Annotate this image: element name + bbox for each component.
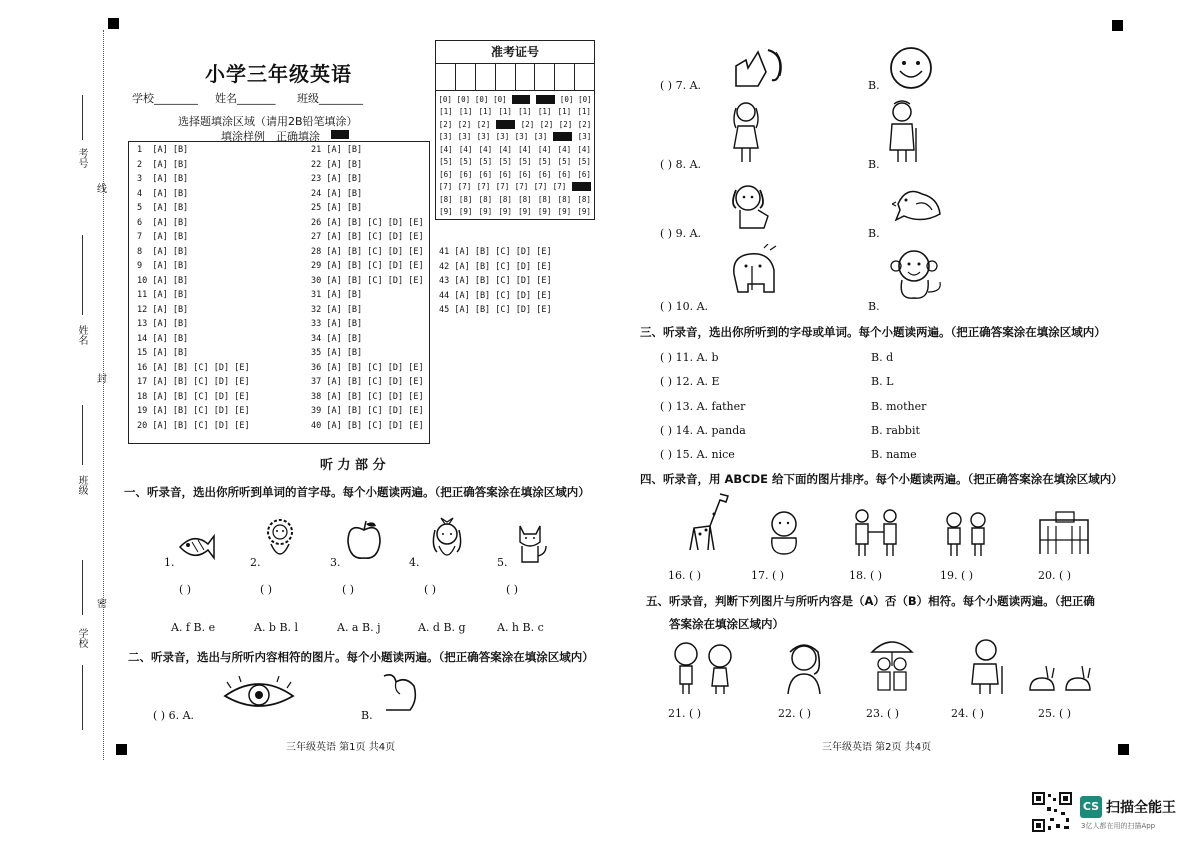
q1-answer-blank[interactable]: ( ) bbox=[179, 583, 192, 596]
side-mark-feng: 封 bbox=[97, 374, 107, 385]
digit-bubble[interactable]: [7] bbox=[552, 182, 567, 192]
digit-bubble[interactable]: [4] bbox=[498, 144, 512, 154]
ear-icon bbox=[728, 42, 786, 90]
answer-row[interactable]: 4 [A] [B] 24 [A] [B] bbox=[137, 188, 363, 199]
digit-row bbox=[436, 106, 594, 119]
arm-muscle-icon bbox=[380, 670, 420, 716]
q5-choices: A. h B. c bbox=[497, 621, 544, 634]
q1-number: 1. bbox=[164, 556, 175, 569]
digit-bubble[interactable]: [1] bbox=[439, 107, 453, 117]
digit-bubble[interactable]: [0] bbox=[578, 94, 592, 104]
digit-bubble[interactable]: [8] bbox=[498, 194, 512, 204]
digit-bubble[interactable]: [6] bbox=[518, 169, 532, 179]
digit-bubble[interactable]: [2] bbox=[577, 119, 592, 129]
q2-answer-blank[interactable]: ( ) bbox=[260, 583, 273, 596]
q12-option-a[interactable]: ( ) 12. A. E bbox=[660, 375, 720, 388]
answer-row[interactable]: 12 [A] [B] 32 [A] [B] bbox=[137, 304, 363, 315]
answer-row[interactable]: 20 [A] [B] [C] [D] [E] 40 [A] [B] [C] [D] [E] bbox=[137, 420, 424, 431]
digit-bubble[interactable]: [1] bbox=[557, 107, 572, 117]
digit-bubble[interactable]: [9] bbox=[537, 207, 552, 217]
digit-bubble[interactable]: [1] bbox=[518, 107, 532, 117]
digit-bubble[interactable]: [1] bbox=[577, 107, 591, 117]
q21-blank[interactable]: 21. ( ) bbox=[668, 707, 702, 720]
exam-id-cells[interactable] bbox=[436, 64, 594, 91]
digit-bubble[interactable]: [2] bbox=[520, 119, 535, 129]
side-line bbox=[82, 405, 83, 465]
digit-bubble[interactable]: [9] bbox=[498, 207, 512, 217]
digit-bubble[interactable]: [4] bbox=[458, 144, 473, 154]
digit-bubble[interactable]: [2] bbox=[438, 119, 453, 129]
digit-bubble[interactable]: [8] bbox=[577, 194, 591, 204]
digit-bubble[interactable]: [5] bbox=[498, 157, 512, 167]
q12-option-b: B. L bbox=[871, 375, 894, 388]
digit-bubble[interactable]: [4] bbox=[478, 144, 493, 154]
answer-row[interactable]: 15 [A] [B] 35 [A] [B] bbox=[137, 348, 363, 358]
digit-bubble[interactable]: [1] bbox=[537, 107, 552, 117]
digit-row bbox=[436, 206, 594, 219]
side-label-exam-no: 考号 bbox=[76, 148, 87, 168]
digit-bubble[interactable]: [5] bbox=[557, 157, 572, 167]
digit-bubble[interactable]: [7] bbox=[457, 182, 472, 192]
answer-row[interactable]: 45 [A] [B] [C] [D] [E] bbox=[439, 305, 552, 315]
answer-row[interactable]: 44 [A] [B] [C] [D] [E] bbox=[439, 290, 552, 301]
scanner-app-name: 扫描全能王 bbox=[1106, 800, 1176, 816]
digit-bubble[interactable]: [3] bbox=[438, 132, 453, 142]
class-field[interactable]: 班级________ bbox=[297, 92, 363, 105]
answer-row[interactable]: 17 [A] [B] [C] [D] [E] 37 [A] [B] [C] [D] [E] bbox=[137, 377, 424, 387]
digit-bubble[interactable]: [9] bbox=[518, 207, 532, 217]
q13-option-a[interactable]: ( ) 13. A. father bbox=[660, 400, 746, 413]
grandfather-icon bbox=[966, 636, 1010, 696]
q4-number: 4. bbox=[409, 556, 420, 569]
answer-row[interactable]: 2 [A] [B] 22 [A] [B] bbox=[137, 159, 363, 170]
digit-bubble[interactable]: [4] bbox=[439, 144, 453, 154]
q19-blank[interactable]: 19. ( ) bbox=[940, 569, 974, 582]
digit-bubble[interactable]: [5] bbox=[537, 157, 552, 167]
q6-option-b: B. bbox=[361, 709, 373, 722]
digit-bubble[interactable]: [3] bbox=[514, 132, 529, 142]
digit-row bbox=[436, 118, 594, 131]
answer-row[interactable]: 43 [A] [B] [C] [D] [E] bbox=[439, 276, 552, 286]
digit-bubble[interactable]: [0] bbox=[438, 94, 452, 104]
correct-fill-sample bbox=[331, 130, 349, 139]
digit-bubble[interactable]: [7] bbox=[495, 182, 510, 192]
digit-bubble[interactable]: [6] bbox=[458, 169, 473, 179]
digit-bubble[interactable]: [0] bbox=[474, 94, 489, 104]
section-5-instruction-cont: 答案涂在填涂区域内） bbox=[669, 617, 784, 631]
answer-row[interactable]: 7 [A] [B] 27 [A] [B] [C] [D] [E] bbox=[137, 232, 424, 242]
digit-bubble[interactable]: [5] bbox=[518, 157, 532, 167]
digit-bubble-filled[interactable]: [0] bbox=[512, 95, 530, 104]
section-1-instruction: 一、听录音，选出你所听到单词的首字母。每个小题读两遍。（把正确答案涂在填涂区域内） bbox=[124, 485, 590, 499]
digit-bubble[interactable]: [5] bbox=[478, 157, 493, 167]
section-5-instruction: 五、听录音，判断下列图片与所听内容是（A）否（B）相符。每个小题读两遍。（把正确 bbox=[646, 594, 1095, 608]
q7-option-b: B. bbox=[868, 79, 880, 92]
monkey-icon bbox=[888, 246, 946, 302]
digit-bubble[interactable]: [7] bbox=[514, 182, 529, 192]
digit-bubble[interactable]: [2] bbox=[457, 119, 472, 129]
q2-choices: A. b B. l bbox=[254, 621, 299, 634]
digit-bubble[interactable]: [3] bbox=[495, 132, 510, 142]
digit-bubble[interactable]: [0] bbox=[456, 94, 471, 104]
digit-bubble[interactable]: [0] bbox=[559, 94, 574, 104]
side-line bbox=[82, 95, 83, 140]
digit-bubble[interactable]: [9] bbox=[577, 207, 591, 217]
giraffe-icon bbox=[680, 490, 744, 554]
q22-blank[interactable]: 22. ( ) bbox=[778, 707, 812, 720]
bird-icon bbox=[892, 180, 944, 226]
q15-option-b: B. name bbox=[871, 448, 917, 461]
registration-mark bbox=[108, 18, 119, 29]
smiley-face-icon bbox=[888, 45, 934, 91]
side-mark-xian: 线 bbox=[97, 184, 107, 195]
digit-bubble[interactable]: [5] bbox=[439, 157, 453, 167]
answer-row[interactable]: 18 [A] [B] [C] [D] [E] 38 [A] [B] [C] [D] [E] bbox=[137, 391, 424, 402]
answer-row[interactable]: 13 [A] [B] 33 [A] [B] bbox=[137, 319, 363, 329]
q9-label[interactable]: ( ) 9. A. bbox=[660, 227, 702, 240]
side-line bbox=[82, 235, 83, 315]
digit-row bbox=[436, 93, 594, 106]
q14-option-a[interactable]: ( ) 14. A. panda bbox=[660, 424, 746, 437]
digit-bubble[interactable]: [8] bbox=[439, 194, 453, 204]
correct-fill-label: 正确填涂 bbox=[276, 130, 320, 143]
digit-bubble[interactable]: [2] bbox=[558, 119, 573, 129]
q9-option-b: B. bbox=[868, 227, 880, 240]
section-3-instruction: 三、听录音，选出你所听到的字母或单词。每个小题读两遍。（把正确答案涂在填涂区域内） bbox=[640, 325, 1106, 339]
digit-bubble[interactable]: [8] bbox=[518, 194, 532, 204]
digit-bubble[interactable]: [6] bbox=[439, 169, 453, 179]
digit-row bbox=[436, 143, 594, 156]
q8-option-b: B. bbox=[868, 158, 880, 171]
digit-bubble[interactable]: [4] bbox=[577, 144, 591, 154]
digit-bubble[interactable]: [3] bbox=[533, 132, 548, 142]
side-line bbox=[82, 665, 83, 730]
answer-row[interactable]: 41 [A] [B] [C] [D] [E] bbox=[439, 247, 552, 257]
exam-id-title: 准考证号 bbox=[436, 41, 594, 64]
answer-row[interactable]: 11 [A] [B] 31 [A] [B] bbox=[137, 290, 363, 300]
digit-row bbox=[436, 131, 594, 144]
digit-bubble[interactable]: [7] bbox=[438, 182, 453, 192]
scanner-tagline: 3亿人都在用的扫描App bbox=[1081, 822, 1156, 830]
digit-bubble[interactable]: [1] bbox=[478, 107, 493, 117]
cat-icon bbox=[512, 520, 550, 564]
answer-row[interactable]: 16 [A] [B] [C] [D] [E] 36 [A] [B] [C] [D] [E] bbox=[137, 362, 424, 373]
section-4-instruction: 四、听录音，用 ABCDE 给下面的图片排序。每个小题读两遍。（把正确答案涂在填涂区域内） bbox=[640, 472, 1123, 486]
answer-row[interactable]: 10 [A] [B] 30 [A] [B] [C] [D] [E] bbox=[137, 275, 424, 286]
digit-bubble[interactable]: [7] bbox=[476, 182, 491, 192]
digit-bubble[interactable]: [3] bbox=[476, 132, 491, 142]
q10-option-b: B. bbox=[868, 300, 880, 313]
digit-bubble[interactable]: [8] bbox=[458, 194, 473, 204]
camscanner-logo: CS bbox=[1080, 796, 1102, 818]
side-label-class: 班级 bbox=[76, 475, 87, 495]
q8-label[interactable]: ( ) 8. A. bbox=[660, 158, 702, 171]
digit-bubble[interactable]: [9] bbox=[478, 207, 493, 217]
q15-option-a[interactable]: ( ) 15. A. nice bbox=[660, 448, 735, 461]
q1-choices: A. f B. e bbox=[171, 621, 216, 634]
q13-option-b: B. mother bbox=[871, 400, 927, 413]
answer-row[interactable]: 5 [A] [B] 25 [A] [B] bbox=[137, 203, 363, 213]
answer-row[interactable]: 9 [A] [B] 29 [A] [B] [C] [D] [E] bbox=[137, 261, 424, 271]
fill-example-label: 填涂样例 bbox=[221, 130, 265, 143]
q23-blank[interactable]: 23. ( ) bbox=[866, 707, 900, 720]
two-boys-icon bbox=[940, 510, 994, 558]
digit-bubble[interactable]: [6] bbox=[557, 169, 572, 179]
answer-row[interactable]: 3 [A] [B] 23 [A] [B] bbox=[137, 174, 363, 184]
q11-option-b: B. d bbox=[871, 351, 894, 364]
girl-icon bbox=[427, 512, 467, 564]
digit-row bbox=[436, 156, 594, 169]
two-rabbits-icon bbox=[1026, 664, 1098, 696]
digit-bubble[interactable]: [8] bbox=[557, 194, 572, 204]
digit-bubble[interactable]: [0] bbox=[493, 94, 507, 104]
digit-row bbox=[436, 193, 594, 206]
answer-row[interactable]: 42 [A] [B] [C] [D] [E] bbox=[439, 261, 552, 272]
digit-bubble[interactable]: [1] bbox=[498, 107, 512, 117]
two-men-shaking-hands-icon bbox=[848, 508, 904, 558]
digit-bubble[interactable]: [6] bbox=[577, 169, 591, 179]
baby-icon bbox=[764, 508, 804, 558]
digit-bubble[interactable]: [9] bbox=[557, 207, 572, 217]
section-2-instruction: 二、听录音，选出与所听内容相符的图片。每个小题读两遍。（把正确答案涂在填涂区域内） bbox=[128, 650, 594, 664]
digit-bubble[interactable]: [9] bbox=[439, 207, 453, 217]
digit-bubble[interactable]: [6] bbox=[537, 169, 552, 179]
digit-bubble[interactable]: [5] bbox=[577, 157, 591, 167]
digit-bubble-filled[interactable]: [7] bbox=[572, 182, 591, 191]
registration-mark bbox=[1112, 20, 1123, 31]
boy-and-girl-talking-icon bbox=[668, 638, 744, 696]
digit-bubble[interactable]: [5] bbox=[458, 157, 473, 167]
digit-bubble[interactable]: [9] bbox=[458, 207, 473, 217]
section-heading-listening: 听 力 部 分 bbox=[320, 458, 386, 473]
exam-id-box bbox=[435, 40, 595, 220]
digit-bubble[interactable]: [1] bbox=[458, 107, 473, 117]
answer-row[interactable]: 6 [A] [B] 26 [A] [B] [C] [D] [E] bbox=[137, 217, 424, 228]
digit-bubble[interactable]: [6] bbox=[478, 169, 493, 179]
q11-option-a[interactable]: ( ) 11. A. b bbox=[660, 351, 719, 364]
answer-row[interactable]: 14 [A] [B] 34 [A] [B] bbox=[137, 333, 363, 344]
q4-choices: A. d B. g bbox=[418, 621, 466, 634]
digit-bubble-filled[interactable]: [3] bbox=[553, 132, 572, 141]
fish-icon bbox=[176, 530, 216, 564]
q16-blank[interactable]: 16. ( ) bbox=[668, 569, 702, 582]
digit-bubble[interactable]: [3] bbox=[457, 132, 472, 142]
digit-bubble[interactable]: [2] bbox=[539, 119, 554, 129]
apple-icon bbox=[344, 518, 384, 562]
q3-choices: A. a B. j bbox=[337, 621, 381, 634]
digit-row bbox=[436, 181, 594, 194]
q7-label[interactable]: ( ) 7. A. bbox=[660, 79, 702, 92]
q3-number: 3. bbox=[330, 556, 341, 569]
digit-row bbox=[436, 168, 594, 181]
side-mark-mi: 密 bbox=[97, 599, 107, 610]
q5-number: 5. bbox=[497, 556, 508, 569]
digit-bubble[interactable]: [4] bbox=[557, 144, 572, 154]
digit-bubble-filled[interactable]: [0] bbox=[536, 95, 554, 104]
page-1-footer: 三年级英语 第1页 共4页 bbox=[286, 742, 396, 753]
side-label-school: 学校 bbox=[76, 628, 87, 648]
answer-row[interactable]: 8 [A] [B] 28 [A] [B] [C] [D] [E] bbox=[137, 246, 424, 257]
school-field[interactable]: 学校________ bbox=[132, 92, 198, 105]
elephant-icon bbox=[728, 244, 784, 300]
q3-answer-blank[interactable]: ( ) bbox=[342, 583, 355, 596]
girl-standing-icon bbox=[728, 98, 764, 166]
eye-icon bbox=[221, 676, 297, 714]
answer-row[interactable]: 19 [A] [B] [C] [D] [E] 39 [A] [B] [C] [D] [E] bbox=[137, 406, 424, 416]
digit-bubble[interactable]: [7] bbox=[533, 182, 548, 192]
digit-bubble[interactable]: [6] bbox=[498, 169, 512, 179]
q14-option-b: B. rabbit bbox=[871, 424, 920, 437]
exam-id-digit-grid[interactable] bbox=[436, 93, 594, 218]
fill-area-hint: 选择题填涂区域（请用2B铅笔填涂） bbox=[178, 115, 358, 128]
digit-bubble[interactable]: [3] bbox=[577, 132, 592, 142]
qr-code-icon bbox=[1032, 792, 1072, 832]
q2-number: 2. bbox=[250, 556, 261, 569]
digit-bubble[interactable]: [4] bbox=[518, 144, 532, 154]
digit-bubble-filled[interactable]: [2] bbox=[496, 120, 515, 129]
page-title: 小学三年级英语 bbox=[205, 62, 352, 86]
registration-mark bbox=[1118, 744, 1129, 755]
grandmother-icon bbox=[884, 98, 920, 166]
q6-label[interactable]: ( ) 6. A. bbox=[153, 709, 195, 722]
q20-blank[interactable]: 20. ( ) bbox=[1038, 569, 1072, 582]
side-line bbox=[82, 560, 83, 615]
digit-bubble[interactable]: [8] bbox=[478, 194, 493, 204]
digit-bubble[interactable]: [4] bbox=[537, 144, 552, 154]
side-label-name: 姓名 bbox=[76, 325, 87, 345]
registration-mark bbox=[116, 744, 127, 755]
q17-blank[interactable]: 17. ( ) bbox=[751, 569, 785, 582]
lion-icon bbox=[262, 518, 298, 564]
zoo-gate-icon bbox=[1034, 506, 1094, 556]
name-field[interactable]: 姓名_______ bbox=[215, 92, 276, 105]
answer-row[interactable]: 1 [A] [B] 21 [A] [B] bbox=[137, 145, 363, 155]
page-2-footer: 三年级英语 第2页 共4页 bbox=[822, 742, 932, 753]
q10-label[interactable]: ( ) 10. A. bbox=[660, 300, 709, 313]
q18-blank[interactable]: 18. ( ) bbox=[849, 569, 883, 582]
digit-bubble[interactable]: [2] bbox=[476, 119, 491, 129]
dog-icon bbox=[728, 180, 778, 232]
binding-dotted-line bbox=[103, 30, 104, 760]
q25-blank[interactable]: 25. ( ) bbox=[1038, 707, 1072, 720]
people-under-umbrella-icon bbox=[868, 636, 916, 696]
woman-icon bbox=[780, 638, 828, 696]
digit-bubble[interactable]: [8] bbox=[537, 194, 552, 204]
q4-answer-blank[interactable]: ( ) bbox=[424, 583, 437, 596]
q24-blank[interactable]: 24. ( ) bbox=[951, 707, 985, 720]
q5-answer-blank[interactable]: ( ) bbox=[506, 583, 519, 596]
